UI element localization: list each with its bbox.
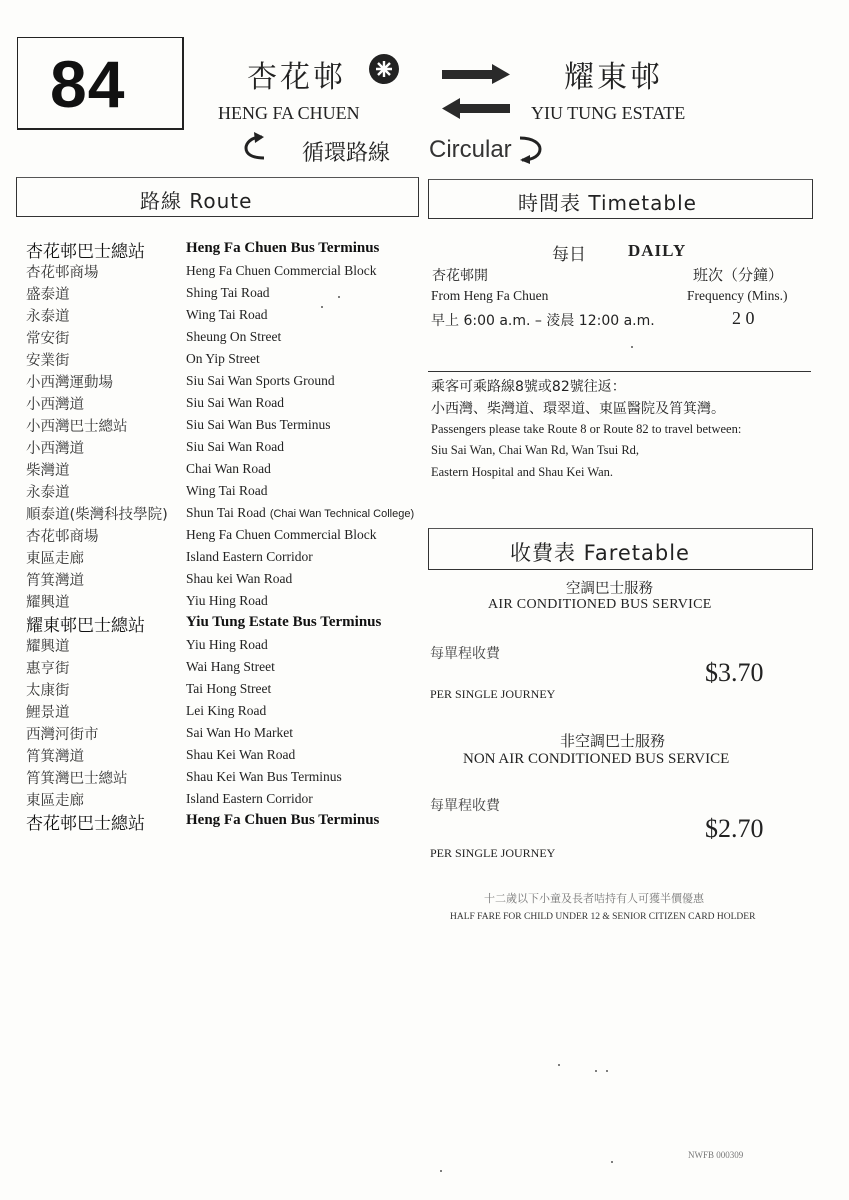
scan-speck	[611, 1161, 613, 1163]
route-stop-en-name: Yiu Tung Estate Bus Terminus	[186, 614, 382, 630]
route-stop-en-name: Heng Fa Chuen Bus Terminus	[186, 812, 380, 828]
route-stop-en-name: Wing Tai Road	[186, 483, 268, 498]
frequency-value: 2 0	[732, 308, 755, 328]
ac-fare: $3.70	[705, 658, 764, 687]
nonac-per-journey-en: PER SINGLE JOURNEY	[430, 846, 556, 860]
route-stop-en-name: Shau Kei Wan Road	[186, 747, 296, 762]
half-fare-note-cn: 十二歲以下小童及長者咭持有人可獲半價優惠	[484, 892, 704, 905]
route-stop-en	[186, 483, 268, 499]
route-stop-cn: 柴灣道	[26, 463, 70, 479]
route-stop-en	[186, 549, 313, 565]
arrow-right-icon	[440, 63, 512, 85]
timetable-divider	[428, 371, 811, 372]
from-en: From Heng Fa Chuen	[431, 288, 549, 303]
service-hours: 早上 6:00 a.m. – 淩晨 12:00 a.m.	[431, 313, 655, 329]
route-stop-en	[186, 461, 271, 477]
route-stop-en	[186, 703, 266, 719]
transfer-note-en-3: Eastern Hospital and Shau Kei Wan.	[431, 465, 614, 479]
route-stop-cn: 永泰道	[26, 309, 70, 325]
route-stop-cn: 杏花邨商場	[26, 529, 99, 545]
route-stop-en	[186, 285, 270, 301]
route-stop-cn: 太康街	[26, 683, 70, 699]
destination-cn: 耀東邨	[564, 60, 663, 95]
scan-speck	[631, 346, 633, 348]
route-stop-cn: 杏花邨商場	[26, 265, 99, 281]
route-stop-en	[186, 395, 284, 411]
route-stop-cn: 筲箕灣巴士總站	[26, 771, 128, 787]
route-number: 84	[50, 47, 126, 121]
ac-service-en: AIR CONDITIONED BUS SERVICE	[488, 597, 712, 612]
route-stop-en	[186, 681, 271, 697]
mtr-station-icon	[368, 53, 400, 85]
timetable-heading: 時間表 Timetable	[518, 191, 697, 215]
scan-speck	[338, 296, 340, 298]
destination-en: YIU TUNG ESTATE	[531, 103, 686, 123]
route-stop-en-name: Heng Fa Chuen Commercial Block	[186, 527, 377, 542]
route-stop-en-name: Siu Sai Wan Sports Ground	[186, 373, 335, 388]
scan-speck	[440, 1170, 442, 1172]
route-stop-en-name: Yiu Hing Road	[186, 637, 268, 652]
route-stop-cn: 東區走廊	[26, 793, 84, 809]
daily-cn: 每日	[552, 245, 586, 265]
circular-arrow-left-icon	[240, 132, 270, 162]
half-fare-note-en: HALF FARE FOR CHILD UNDER 12 & SENIOR CITIZEN CARD HOLDER	[450, 912, 756, 922]
scan-speck	[321, 306, 323, 308]
route-stop-en-name: Siu Sai Wan Road	[186, 395, 285, 410]
scan-speck	[606, 1070, 608, 1072]
route-stop-cn: 西灣河街市	[26, 727, 99, 743]
route-stop-en	[186, 637, 268, 653]
route-stop-en-name: Chai Wan Road	[186, 461, 271, 476]
route-stop-cn: 安業街	[26, 353, 70, 369]
from-cn: 杏花邨開	[432, 268, 488, 284]
origin-cn: 杏花邨	[247, 60, 346, 95]
transfer-note-en-2: Siu Sai Wan, Chai Wan Rd, Wan Tsui Rd,	[431, 443, 640, 457]
route-stop-cn: 耀東邨巴士總站	[26, 616, 145, 636]
route-stop-cn: 小西灣道	[26, 397, 84, 413]
route-stop-en-name: Sheung On Street	[186, 329, 282, 344]
route-stop-cn: 筲箕灣道	[26, 573, 84, 589]
route-stop-cn: 小西灣運動場	[26, 375, 113, 391]
route-stop-cn: 東區走廊	[26, 551, 84, 567]
route-stop-en	[186, 769, 342, 785]
route-stop-en-name: On Yip Street	[186, 351, 260, 366]
origin-en: HENG FA CHUEN	[218, 103, 360, 123]
route-stop-en	[186, 307, 268, 323]
route-stop-en	[186, 351, 260, 367]
route-stop-cn: 小西灣巴士總站	[26, 419, 128, 435]
scan-speck	[595, 1070, 597, 1072]
frequency-en: Frequency (Mins.)	[687, 288, 788, 303]
route-stop-en	[186, 417, 330, 433]
route-stop-en-name: Siu Sai Wan Road	[186, 439, 285, 454]
route-stop-en-name: Island Eastern Corridor	[186, 549, 313, 564]
route-stop-en-name: Heng Fa Chuen Bus Terminus	[186, 240, 380, 256]
route-stop-cn: 筲箕灣道	[26, 749, 84, 765]
circular-arrow-right-icon	[514, 134, 548, 164]
circular-cn: 循環路線	[302, 141, 391, 166]
route-stop-en	[186, 593, 268, 609]
ac-per-journey-cn: 每單程收費	[430, 646, 500, 662]
nonac-service-en: NON AIR CONDITIONED BUS SERVICE	[463, 751, 730, 767]
nonac-service-cn: 非空調巴士服務	[560, 732, 666, 750]
route-stop-en	[186, 791, 313, 807]
route-stop-en-name: Wai Hang Street	[186, 659, 275, 674]
nonac-per-journey-cn: 每單程收費	[430, 798, 500, 814]
route-stop-en	[186, 373, 335, 389]
route-stop-en	[186, 505, 414, 521]
route-stop-en-name: Sai Wan Ho Market	[186, 725, 294, 740]
transfer-note-en-1: Passengers please take Route 8 or Route 82 to travel between:	[431, 422, 742, 436]
route-stop-en	[186, 725, 293, 741]
route-stop-en	[186, 329, 281, 345]
route-stop-en-name: Shun Tai Road	[186, 505, 266, 520]
route-stop-en	[186, 439, 284, 455]
ac-service-cn: 空調巴士服務	[566, 581, 653, 597]
nonac-fare: $2.70	[705, 814, 764, 843]
route-stop-en-name: Lei King Road	[186, 703, 267, 718]
arrow-left-icon	[440, 98, 512, 120]
route-stop-en-name: Tai Hong Street	[186, 681, 272, 696]
route-stop-en-name: Shau Kei Wan Bus Terminus	[186, 769, 342, 784]
route-stop-en	[186, 263, 376, 279]
route-stop-en-name: Yiu Hing Road	[186, 593, 268, 608]
route-stop-cn: 惠亨街	[26, 661, 70, 677]
route-stop-en	[186, 527, 376, 543]
route-heading: 路線 Route	[140, 189, 253, 213]
route-stop-en-note: (Chai Wan Technical College)	[269, 508, 415, 520]
route-stop-cn: 鯉景道	[26, 705, 70, 721]
route-stop-cn: 小西灣道	[26, 441, 84, 457]
route-stop-en-name: Island Eastern Corridor	[186, 791, 313, 806]
document-reference: NWFB 000309	[688, 1150, 744, 1160]
faretable-heading: 收費表 Faretable	[510, 541, 690, 565]
route-stop-en	[186, 571, 292, 587]
route-stop-en-name: Heng Fa Chuen Commercial Block	[186, 263, 377, 278]
route-stop-cn: 耀興道	[26, 595, 70, 611]
route-stop-en-name: Shing Tai Road	[186, 285, 270, 300]
route-stop-en	[186, 659, 275, 675]
frequency-cn: 班次（分鐘）	[693, 266, 784, 284]
route-stop-en-name: Siu Sai Wan Bus Terminus	[186, 417, 331, 432]
daily-en: DAILY	[628, 241, 687, 260]
route-stop-cn: 永泰道	[26, 485, 70, 501]
circular-en: Circular	[429, 136, 512, 163]
route-stop-cn: 常安街	[26, 331, 70, 347]
route-stop-en-name: Shau kei Wan Road	[186, 571, 293, 586]
route-stop-en	[186, 240, 379, 257]
ac-per-journey-en: PER SINGLE JOURNEY	[430, 687, 556, 701]
route-stop-cn: 杏花邨巴士總站	[26, 814, 145, 834]
route-stop-en-name: Wing Tai Road	[186, 307, 268, 322]
transfer-note-cn-1: 乘客可乘路線8號或82號往返：	[431, 379, 626, 395]
route-stop-cn: 盛泰道	[26, 287, 70, 303]
route-stop-cn: 杏花邨巴士總站	[26, 242, 145, 262]
route-stop-en	[186, 747, 295, 763]
route-stop-cn: 順泰道(柴灣科技學院)	[26, 507, 168, 523]
route-stop-en	[186, 812, 379, 829]
scan-speck	[558, 1064, 560, 1066]
route-stop-cn: 耀興道	[26, 639, 70, 655]
route-stop-en	[186, 614, 381, 631]
transfer-note-cn-2: 小西灣、柴灣道、環翠道、東區醫院及筲箕灣。	[431, 401, 725, 417]
